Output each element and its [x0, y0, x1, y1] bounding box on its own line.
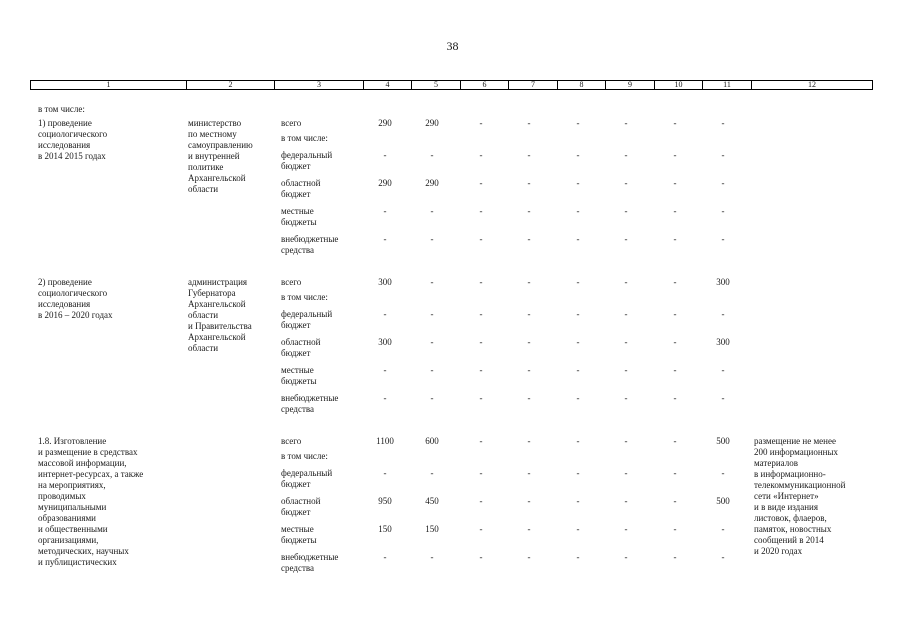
value-cell: -: [479, 468, 483, 478]
value-cell: -: [479, 524, 483, 534]
funding-source-label: всего: [281, 436, 302, 446]
funding-source-label: местные бюджеты: [281, 524, 317, 545]
value-cell: -: [576, 524, 580, 534]
value-cell: -: [527, 337, 531, 347]
value-cell: -: [527, 309, 531, 319]
value-cell: -: [576, 496, 580, 506]
value-cell: 950: [378, 496, 392, 506]
row-name: 1.8. Изготовление и размещение в средствах массовой информации, интернет-ресурсах, а также на мероприятиях, проводимых муниципальными образованиями и общественными организациями, методических, научных и публицистических: [38, 436, 144, 567]
value-cell: -: [624, 468, 628, 478]
funding-source-label: областной бюджет: [281, 496, 321, 517]
value-cell: -: [383, 309, 387, 319]
value-cell: 300: [378, 277, 392, 287]
value-cell: -: [624, 337, 628, 347]
column-header: 8: [557, 81, 605, 89]
value-cell: -: [383, 365, 387, 375]
value-cell: -: [479, 552, 483, 562]
value-cell: -: [576, 234, 580, 244]
value-cell: -: [576, 206, 580, 216]
column-header: 6: [460, 81, 508, 89]
value-cell: -: [673, 436, 677, 446]
value-cell: -: [479, 178, 483, 188]
value-cell: -: [576, 468, 580, 478]
value-cell: -: [673, 150, 677, 160]
value-cell: -: [383, 393, 387, 403]
funding-source-label: федеральный бюджет: [281, 468, 333, 489]
funding-source-label: внебюджетные средства: [281, 393, 339, 414]
column-header: 11: [702, 81, 751, 89]
value-cell: -: [479, 496, 483, 506]
funding-source-label: местные бюджеты: [281, 206, 317, 227]
value-cell: -: [721, 365, 725, 375]
value-cell: -: [527, 468, 531, 478]
value-cell: -: [624, 496, 628, 506]
value-cell: -: [430, 393, 434, 403]
value-cell: -: [479, 206, 483, 216]
value-cell: -: [673, 365, 677, 375]
value-cell: -: [721, 309, 725, 319]
value-cell: -: [527, 206, 531, 216]
funding-source-label: внебюджетные средства: [281, 234, 339, 255]
value-cell: 500: [716, 496, 730, 506]
value-cell: -: [721, 524, 725, 534]
value-cell: -: [624, 277, 628, 287]
value-cell: -: [673, 468, 677, 478]
value-cell: -: [673, 277, 677, 287]
value-cell: -: [430, 206, 434, 216]
column-header: 10: [654, 81, 702, 89]
value-cell: -: [576, 309, 580, 319]
value-cell: -: [527, 496, 531, 506]
value-cell: -: [721, 552, 725, 562]
column-header: 4: [363, 81, 411, 89]
subheading: в том числе:: [38, 104, 85, 114]
value-cell: 300: [378, 337, 392, 347]
value-cell: -: [673, 496, 677, 506]
value-cell: -: [721, 206, 725, 216]
value-cell: -: [479, 234, 483, 244]
value-cell: -: [527, 436, 531, 446]
value-cell: 600: [425, 436, 439, 446]
value-cell: 1100: [376, 436, 394, 446]
value-cell: -: [576, 150, 580, 160]
value-cell: -: [576, 365, 580, 375]
value-cell: -: [527, 150, 531, 160]
value-cell: -: [527, 552, 531, 562]
row-executor: министерство по местному самоуправлению и внутренней политике Архангельской области: [188, 118, 253, 194]
value-cell: 290: [425, 118, 439, 128]
value-cell: -: [624, 118, 628, 128]
value-cell: -: [479, 118, 483, 128]
value-cell: -: [527, 118, 531, 128]
value-cell: -: [383, 468, 387, 478]
table-header-row: [30, 80, 873, 90]
column-header: 12: [751, 81, 872, 89]
value-cell: -: [576, 393, 580, 403]
value-cell: -: [624, 365, 628, 375]
value-cell: -: [479, 277, 483, 287]
value-cell: -: [527, 234, 531, 244]
value-cell: -: [527, 524, 531, 534]
value-cell: -: [673, 118, 677, 128]
value-cell: 150: [378, 524, 392, 534]
value-cell: -: [383, 234, 387, 244]
value-cell: -: [624, 524, 628, 534]
value-cell: 300: [716, 337, 730, 347]
funding-source-label: всего: [281, 118, 302, 128]
value-cell: -: [479, 309, 483, 319]
value-cell: 500: [716, 436, 730, 446]
value-cell: 450: [425, 496, 439, 506]
value-cell: -: [624, 150, 628, 160]
value-cell: -: [624, 552, 628, 562]
value-cell: -: [624, 393, 628, 403]
value-cell: -: [527, 277, 531, 287]
value-cell: -: [673, 309, 677, 319]
column-header: 3: [274, 81, 363, 89]
value-cell: 150: [425, 524, 439, 534]
value-cell: -: [673, 206, 677, 216]
column-header: 2: [186, 81, 274, 89]
funding-source-label: областной бюджет: [281, 178, 321, 199]
value-cell: -: [479, 365, 483, 375]
value-cell: -: [383, 552, 387, 562]
value-cell: 290: [378, 178, 392, 188]
funding-source-label: федеральный бюджет: [281, 309, 333, 330]
column-header: 9: [605, 81, 654, 89]
value-cell: -: [624, 309, 628, 319]
value-cell: -: [576, 118, 580, 128]
funding-source-label: внебюджетные средства: [281, 552, 339, 573]
value-cell: -: [430, 552, 434, 562]
value-cell: -: [673, 234, 677, 244]
value-cell: -: [479, 393, 483, 403]
value-cell: -: [430, 468, 434, 478]
value-cell: -: [527, 393, 531, 403]
value-cell: -: [430, 309, 434, 319]
funding-source-label: федеральный бюджет: [281, 150, 333, 171]
value-cell: -: [624, 436, 628, 446]
funding-source-label: всего: [281, 277, 302, 287]
value-cell: -: [430, 277, 434, 287]
value-cell: -: [624, 206, 628, 216]
value-cell: -: [721, 468, 725, 478]
value-cell: -: [383, 206, 387, 216]
value-cell: 290: [425, 178, 439, 188]
row-name: 1) проведение социологического исследования в 2014 2015 годах: [38, 118, 108, 161]
value-cell: -: [576, 552, 580, 562]
value-cell: -: [721, 234, 725, 244]
funding-source-label: в том числе:: [281, 292, 328, 302]
value-cell: 290: [378, 118, 392, 128]
value-cell: -: [527, 365, 531, 375]
row-executor: администрация Губернатора Архангельской области и Правительства Архангельской области: [188, 277, 252, 353]
funding-source-label: областной бюджет: [281, 337, 321, 358]
value-cell: -: [624, 234, 628, 244]
value-cell: -: [721, 150, 725, 160]
value-cell: -: [673, 337, 677, 347]
value-cell: -: [576, 337, 580, 347]
column-header: 5: [411, 81, 460, 89]
value-cell: -: [430, 365, 434, 375]
value-cell: -: [576, 436, 580, 446]
funding-source-label: в том числе:: [281, 451, 328, 461]
row-result: размещение не менее 200 информационных материалов в информационно- телекоммуникационной сети «Интернет» и в виде издания листовок, флаеров, памяток, новостных сообщений в 2014 и 2020 годах: [754, 436, 846, 556]
value-cell: -: [721, 393, 725, 403]
page-number: 38: [446, 39, 459, 53]
value-cell: -: [430, 150, 434, 160]
value-cell: 300: [716, 277, 730, 287]
value-cell: -: [673, 178, 677, 188]
row-name: 2) проведение социологического исследования в 2016 – 2020 годах: [38, 277, 113, 320]
value-cell: -: [479, 436, 483, 446]
value-cell: -: [624, 178, 628, 188]
funding-source-label: местные бюджеты: [281, 365, 317, 386]
value-cell: -: [673, 524, 677, 534]
value-cell: -: [430, 234, 434, 244]
value-cell: -: [576, 178, 580, 188]
value-cell: -: [673, 552, 677, 562]
value-cell: -: [721, 178, 725, 188]
column-header: 1: [106, 80, 111, 89]
value-cell: -: [479, 150, 483, 160]
column-header: 7: [508, 81, 557, 89]
value-cell: -: [527, 178, 531, 188]
value-cell: -: [721, 118, 725, 128]
value-cell: -: [576, 277, 580, 287]
value-cell: -: [673, 393, 677, 403]
value-cell: -: [479, 337, 483, 347]
value-cell: -: [383, 150, 387, 160]
value-cell: -: [430, 337, 434, 347]
funding-source-label: в том числе:: [281, 133, 328, 143]
